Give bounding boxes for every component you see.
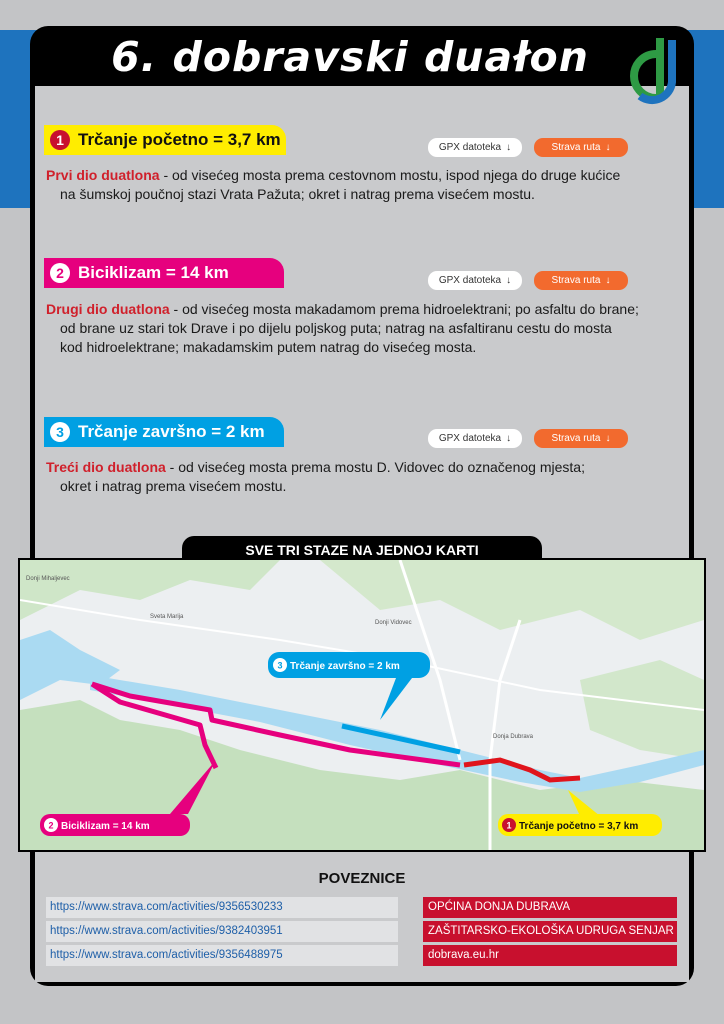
section-3-strava-button[interactable]: Strava ruta ↓: [534, 429, 628, 448]
section-1-number: 1: [50, 130, 70, 150]
section-1-strava-button[interactable]: Strava ruta ↓: [534, 138, 628, 157]
download-icon: ↓: [605, 275, 611, 286]
place-label: Donja Dubrava: [493, 734, 534, 740]
section-3-title: Trčanje završno = 2 km: [78, 422, 265, 441]
section-1-title: Trčanje početno = 3,7 km: [78, 130, 281, 149]
section-2-header: [44, 258, 284, 288]
section-2-description: Drugi dio duatlona - od visećeg mosta makadamom prema hidroelektrani; po asfaltu do brane; od brane uz stari tok Drave i po dijelu poljskog puta; natrag na asfaltiranu cestu do mosta kod hidroelektrane; makadamskim putem natrag do visećeg mosta.: [46, 301, 639, 355]
section-2-title: Biciklizam = 14 km: [78, 263, 229, 282]
strava-link-2[interactable]: https://www.strava.com/activities/9382403951: [46, 921, 398, 942]
callout-2-number: 2: [48, 820, 54, 831]
partner-link-opcina[interactable]: OPĆINA DONJA DUBRAVA: [423, 897, 677, 918]
partner-link-dobrava[interactable]: dobrava.eu.hr: [423, 945, 677, 966]
route-map[interactable]: [20, 560, 704, 850]
callout-1-number: 1: [506, 820, 512, 831]
download-icon: ↓: [506, 275, 512, 286]
partner-link-senjar[interactable]: ZAŠTITARSKO-EKOLOŠKA UDRUGA SENJAR: [423, 921, 677, 942]
callout-bike-label: Biciklizam = 14 km: [61, 821, 150, 832]
callout-run-end-label: Trčanje završno = 2 km: [290, 661, 400, 672]
download-icon: ↓: [506, 142, 512, 153]
strava-link-3[interactable]: https://www.strava.com/activities/9356488975: [46, 945, 398, 966]
map-tab-title: SVE TRI STAZE NA JEDNOJ KARTI: [182, 536, 542, 564]
strava-link-1[interactable]: https://www.strava.com/activities/9356530233: [46, 897, 398, 918]
links-title: POVEZNICE: [318, 870, 406, 887]
section-2-strava-button[interactable]: Strava ruta ↓: [534, 271, 628, 290]
place-label: Donji Vidovec: [375, 620, 412, 626]
page-title: 6. dobravski duałon: [111, 33, 589, 81]
section-1-description: Prvi dio duatlona - od visećeg mosta prema cestovnom mostu, ispod njega do druge kućice na šumskoj poučnoj stazi Vrata Pažuta; okret i natrag prema visećem mostu.: [46, 167, 621, 202]
section-3-gpx-button[interactable]: GPX datoteka ↓: [428, 429, 522, 448]
section-3-description: Treći dio duatlona - od visećeg mosta prema mostu D. Vidovec do označenog mjesta; okret i natrag prema visećem mostu.: [46, 459, 585, 494]
download-icon: ↓: [605, 433, 611, 444]
place-label: Donji Mihaljevec: [26, 576, 70, 582]
callout-run-start-label: Trčanje početno = 3,7 km: [519, 821, 639, 832]
download-icon: ↓: [506, 433, 512, 444]
section-3-header: [44, 417, 284, 447]
callout-3-number: 3: [277, 660, 283, 671]
section-1-gpx-button[interactable]: GPX datoteka ↓: [428, 138, 522, 157]
section-2-gpx-button[interactable]: GPX datoteka ↓: [428, 271, 522, 290]
place-label: Sveta Marija: [150, 614, 184, 620]
dj-logo-icon: [626, 34, 688, 112]
section-2-number: 2: [50, 263, 70, 283]
download-icon: ↓: [605, 142, 611, 153]
section-3-number: 3: [50, 422, 70, 442]
section-1-header: [44, 125, 286, 155]
